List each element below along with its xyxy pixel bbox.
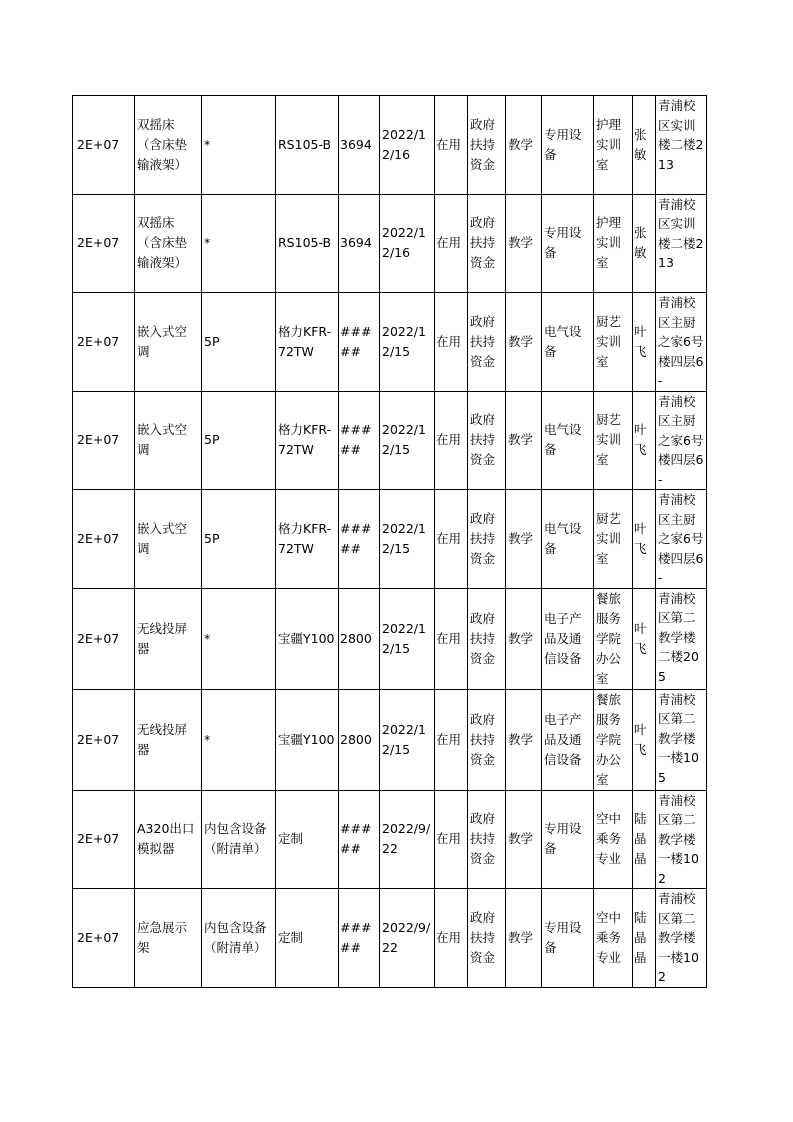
custodian-cell: 叶飞 <box>633 293 656 392</box>
asset-id-cell: 2E+07 <box>73 689 135 790</box>
department-cell: 护理实训室 <box>594 96 633 195</box>
asset-id-cell: 2E+07 <box>73 889 135 988</box>
spec-cell: 5P <box>202 490 276 589</box>
table-row <box>73 689 707 790</box>
funding-source-cell: 政府扶持资金 <box>468 689 506 790</box>
model-cell: 格力KFR-72TW <box>276 490 339 589</box>
spec-cell: 内包含设备（附清单） <box>202 889 276 988</box>
status-cell: 在用 <box>435 391 468 490</box>
asset-table-body <box>73 96 707 988</box>
usage-cell: 教学 <box>506 588 542 689</box>
usage-cell: 教学 <box>506 490 542 589</box>
table-row <box>73 194 707 293</box>
spec-cell: 5P <box>202 391 276 490</box>
location-cell: 青浦校区第二教学楼一楼105 <box>656 689 707 790</box>
spec-cell: 5P <box>202 293 276 392</box>
category-cell: 电子产品及通信设备 <box>542 588 594 689</box>
category-cell: 专用设备 <box>542 96 594 195</box>
status-cell: 在用 <box>435 194 468 293</box>
spec-cell: * <box>202 194 276 293</box>
asset-name-cell: 双摇床（含床垫输液架） <box>135 194 202 293</box>
usage-cell: 教学 <box>506 391 542 490</box>
asset-name-cell: A320出口模拟器 <box>135 790 202 889</box>
department-cell: 餐旅服务学院办公室 <box>594 588 633 689</box>
price-cell: ##### <box>339 790 380 889</box>
model-cell: 宝疆Y100 <box>276 588 339 689</box>
asset-id-cell: 2E+07 <box>73 490 135 589</box>
table-row <box>73 293 707 392</box>
price-cell: ##### <box>339 293 380 392</box>
location-cell: 青浦校区第二教学楼二楼205 <box>656 588 707 689</box>
purchase-date-cell: 2022/12/15 <box>380 588 435 689</box>
asset-id-cell: 2E+07 <box>73 96 135 195</box>
price-cell: ##### <box>339 391 380 490</box>
table-row <box>73 889 707 988</box>
price-cell: 3694 <box>339 194 380 293</box>
asset-name-cell: 嵌入式空调 <box>135 293 202 392</box>
purchase-date-cell: 2022/9/22 <box>380 790 435 889</box>
model-cell: 格力KFR-72TW <box>276 293 339 392</box>
price-cell: 2800 <box>339 689 380 790</box>
location-cell: 青浦校区主厨之家6号楼四层6- <box>656 293 707 392</box>
custodian-cell: 张敏 <box>633 96 656 195</box>
category-cell: 电气设备 <box>542 490 594 589</box>
category-cell: 电子产品及通信设备 <box>542 689 594 790</box>
category-cell: 专用设备 <box>542 194 594 293</box>
model-cell: RS105-B <box>276 96 339 195</box>
status-cell: 在用 <box>435 889 468 988</box>
location-cell: 青浦校区主厨之家6号楼四层6- <box>656 391 707 490</box>
usage-cell: 教学 <box>506 293 542 392</box>
funding-source-cell: 政府扶持资金 <box>468 391 506 490</box>
table-row <box>73 588 707 689</box>
custodian-cell: 陆晶晶 <box>633 790 656 889</box>
funding-source-cell: 政府扶持资金 <box>468 790 506 889</box>
model-cell: 定制 <box>276 790 339 889</box>
purchase-date-cell: 2022/12/15 <box>380 391 435 490</box>
spec-cell: 内包含设备（附清单） <box>202 790 276 889</box>
purchase-date-cell: 2022/12/15 <box>380 689 435 790</box>
department-cell: 厨艺实训室 <box>594 293 633 392</box>
custodian-cell: 叶飞 <box>633 490 656 589</box>
table-row <box>73 96 707 195</box>
asset-id-cell: 2E+07 <box>73 790 135 889</box>
table-row <box>73 490 707 589</box>
custodian-cell: 张敏 <box>633 194 656 293</box>
asset-id-cell: 2E+07 <box>73 293 135 392</box>
category-cell: 电气设备 <box>542 391 594 490</box>
table-row <box>73 790 707 889</box>
location-cell: 青浦校区主厨之家6号楼四层6- <box>656 490 707 589</box>
model-cell: RS105-B <box>276 194 339 293</box>
status-cell: 在用 <box>435 293 468 392</box>
purchase-date-cell: 2022/12/16 <box>380 194 435 293</box>
department-cell: 空中乘务专业 <box>594 790 633 889</box>
custodian-cell: 叶飞 <box>633 391 656 490</box>
asset-name-cell: 应急展示架 <box>135 889 202 988</box>
funding-source-cell: 政府扶持资金 <box>468 490 506 589</box>
purchase-date-cell: 2022/12/16 <box>380 96 435 195</box>
price-cell: 3694 <box>339 96 380 195</box>
department-cell: 厨艺实训室 <box>594 391 633 490</box>
status-cell: 在用 <box>435 790 468 889</box>
funding-source-cell: 政府扶持资金 <box>468 588 506 689</box>
model-cell: 格力KFR-72TW <box>276 391 339 490</box>
funding-source-cell: 政府扶持资金 <box>468 889 506 988</box>
funding-source-cell: 政府扶持资金 <box>468 293 506 392</box>
purchase-date-cell: 2022/12/15 <box>380 490 435 589</box>
spec-cell: * <box>202 588 276 689</box>
usage-cell: 教学 <box>506 889 542 988</box>
department-cell: 护理实训室 <box>594 194 633 293</box>
asset-name-cell: 双摇床（含床垫输液架） <box>135 96 202 195</box>
location-cell: 青浦校区第二教学楼一楼102 <box>656 790 707 889</box>
status-cell: 在用 <box>435 689 468 790</box>
location-cell: 青浦校区实训楼二楼213 <box>656 96 707 195</box>
category-cell: 专用设备 <box>542 790 594 889</box>
status-cell: 在用 <box>435 490 468 589</box>
model-cell: 宝疆Y100 <box>276 689 339 790</box>
location-cell: 青浦校区实训楼二楼213 <box>656 194 707 293</box>
funding-source-cell: 政府扶持资金 <box>468 96 506 195</box>
purchase-date-cell: 2022/9/22 <box>380 889 435 988</box>
usage-cell: 教学 <box>506 790 542 889</box>
asset-name-cell: 无线投屏器 <box>135 588 202 689</box>
category-cell: 专用设备 <box>542 889 594 988</box>
usage-cell: 教学 <box>506 96 542 195</box>
price-cell: 2800 <box>339 588 380 689</box>
funding-source-cell: 政府扶持资金 <box>468 194 506 293</box>
table-row <box>73 391 707 490</box>
custodian-cell: 叶飞 <box>633 689 656 790</box>
price-cell: ##### <box>339 889 380 988</box>
department-cell: 餐旅服务学院办公室 <box>594 689 633 790</box>
department-cell: 空中乘务专业 <box>594 889 633 988</box>
price-cell: ##### <box>339 490 380 589</box>
custodian-cell: 叶飞 <box>633 588 656 689</box>
spec-cell: * <box>202 96 276 195</box>
category-cell: 电气设备 <box>542 293 594 392</box>
asset-id-cell: 2E+07 <box>73 391 135 490</box>
asset-id-cell: 2E+07 <box>73 194 135 293</box>
custodian-cell: 陆晶晶 <box>633 889 656 988</box>
asset-table <box>72 95 707 988</box>
asset-name-cell: 嵌入式空调 <box>135 391 202 490</box>
purchase-date-cell: 2022/12/15 <box>380 293 435 392</box>
asset-name-cell: 嵌入式空调 <box>135 490 202 589</box>
status-cell: 在用 <box>435 588 468 689</box>
usage-cell: 教学 <box>506 194 542 293</box>
location-cell: 青浦校区第二教学楼一楼102 <box>656 889 707 988</box>
spec-cell: * <box>202 689 276 790</box>
status-cell: 在用 <box>435 96 468 195</box>
model-cell: 定制 <box>276 889 339 988</box>
usage-cell: 教学 <box>506 689 542 790</box>
department-cell: 厨艺实训室 <box>594 490 633 589</box>
asset-name-cell: 无线投屏器 <box>135 689 202 790</box>
asset-id-cell: 2E+07 <box>73 588 135 689</box>
